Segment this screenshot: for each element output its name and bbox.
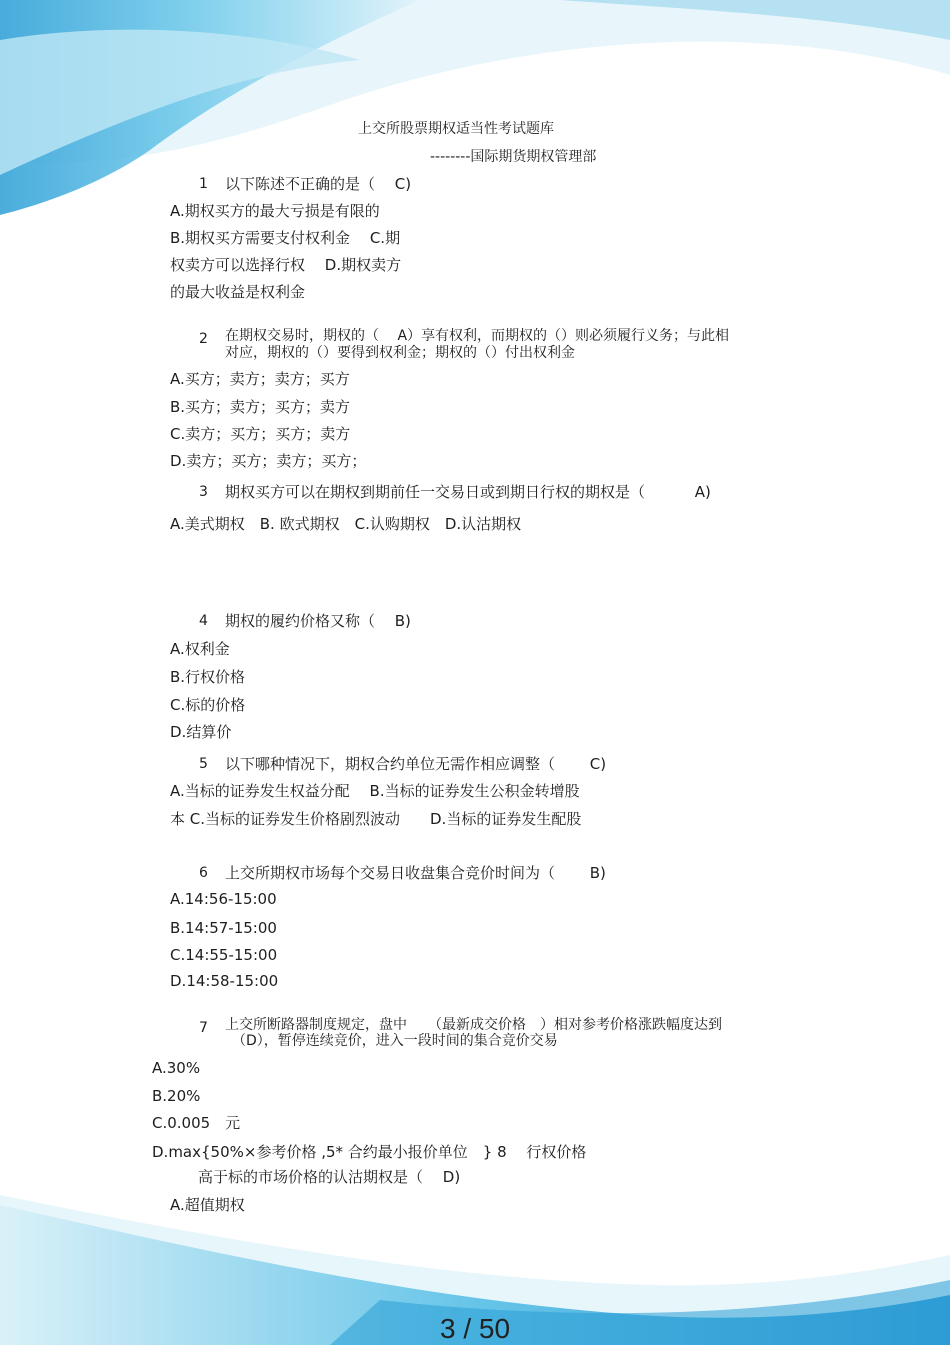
question-number: 7 bbox=[199, 1020, 208, 1036]
option-item: B.买方；卖方；买方；卖方 bbox=[170, 398, 351, 416]
question-line: A.当标的证券发生权益分配 B.当标的证券发生公积金转增股 bbox=[170, 782, 580, 800]
option-item: D.14:58-15:00 bbox=[170, 972, 279, 990]
option-item: B.20% bbox=[152, 1087, 201, 1105]
question-line: A.期权买方的最大亏损是有限的 bbox=[170, 202, 380, 220]
option-item: C.卖方；买方；买方；卖方 bbox=[170, 425, 351, 443]
question-line: 的最大收益是权利金 bbox=[170, 283, 306, 301]
question-line: 本 C.当标的证券发生价格剧烈波动 D.当标的证券发生配股 bbox=[170, 810, 582, 828]
option-item: A.美式期权 B. 欧式期权 C.认购期权 D.认沽期权 bbox=[170, 515, 522, 533]
question-stem: 对应，期权的（）要得到权利金；期权的（）付出权利金 bbox=[225, 345, 575, 361]
question-number: 6 bbox=[199, 865, 208, 881]
option-item: A.14:56-15:00 bbox=[170, 890, 277, 908]
question-stem: 上交所断路器制度规定，盘中 （最新成交价格 ）相对参考价格涨跌幅度达到 bbox=[225, 1017, 722, 1033]
question-stem: 期权买方可以在期权到期前任一交易日或到期日行权的期权是（ A) bbox=[225, 483, 711, 501]
question-stem: 上交所期权市场每个交易日收盘集合竞价时间为（ B) bbox=[225, 864, 606, 882]
option-item: C.标的价格 bbox=[170, 696, 246, 714]
question-line: 权卖方可以选择行权 D.期权卖方 bbox=[170, 256, 402, 274]
question-stem: 以下哪种情况下，期权合约单位无需作相应调整（ C) bbox=[225, 755, 607, 773]
question-stem: （D），暂停连续竞价，进入一段时间的集合竞价交易 bbox=[232, 1033, 558, 1049]
option-item: A.权利金 bbox=[170, 640, 230, 658]
question-stem: 期权的履约价格又称（ B) bbox=[225, 612, 411, 630]
option-item: A.超值期权 bbox=[170, 1196, 245, 1214]
question-stem: 在期权交易时，期权的（ A）享有权利，而期权的（）则必须履行义务；与此相 bbox=[225, 328, 730, 344]
question-number: 4 bbox=[199, 613, 208, 629]
page-indicator: 3 / 50 bbox=[439, 1313, 511, 1344]
question-number: 1 bbox=[199, 176, 208, 192]
option-item: B.14:57-15:00 bbox=[170, 919, 277, 937]
question-number: 5 bbox=[199, 756, 208, 772]
question-line: B.期权买方需要支付权利金 C.期 bbox=[170, 229, 401, 247]
question-number: 3 bbox=[199, 484, 208, 500]
option-item: C.14:55-15:00 bbox=[170, 946, 278, 964]
question-number: 2 bbox=[199, 331, 208, 347]
option-item: D.卖方；买方；卖方；买方； bbox=[170, 452, 367, 470]
option-item: A.买方；卖方；卖方；买方 bbox=[170, 370, 350, 388]
option-item: A.30% bbox=[152, 1059, 201, 1077]
document-subtitle: --------国际期货期权管理部 bbox=[430, 149, 597, 165]
question-stem: 高于标的市场价格的认沽期权是（ D) bbox=[198, 1168, 461, 1186]
option-item: C.0.005 元 bbox=[152, 1114, 241, 1132]
option-item: B.行权价格 bbox=[170, 668, 246, 686]
option-item: D.max{50%×参考价格 ,5* 合约最小报价单位 } 8 行权价格 bbox=[152, 1143, 587, 1161]
option-item: D.结算价 bbox=[170, 723, 232, 741]
document-title: 上交所股票期权适当性考试题库 bbox=[358, 121, 554, 137]
question-stem: 以下陈述不正确的是（ C) bbox=[225, 175, 412, 193]
